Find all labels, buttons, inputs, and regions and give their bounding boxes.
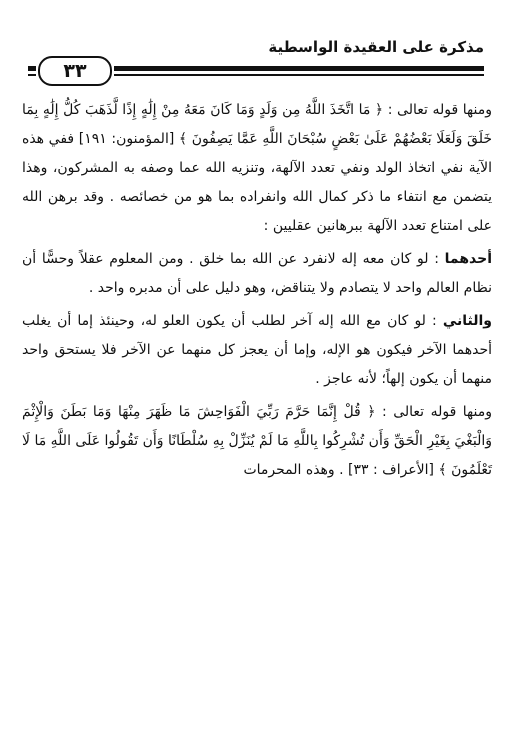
paragraph-text: : لو كان معه إله لانفرد عن الله بما خلق . ومن المعلوم عقلاً وحسًّا أن نظام العالم واحد لا يتصادم ولا يتناقض، وهو دليل على أن مدبره واحد . — [22, 251, 492, 296]
paragraph-second-proof — [22, 307, 492, 394]
paragraph-text: ففي هذه الآية نفي اتخاذ الولد ونفي تعدد الآلهة، وتنزيه الله عما وصفه به المشركون، وهذا يتضمن مع انتفاء ما ذكر كمال الله وانفراده بما هو من خصائصه . وقد برهن الله على امتناع تعدد الآلهة ببرهانين عقليين : — [22, 131, 492, 234]
quran-verse: ﴿ مَا اتَّخَذَ اللَّهُ مِن وَلَدٍ وَمَا كَانَ مَعَهُ مِنْ إِلَٰهٍ إِذًا لَّذَهَبَ كُلُّ إِلَٰهٍ بِمَا خَلَقَ وَلَعَلَا بَعْضُهُمْ عَلَىٰ بَعْضٍ سُبْحَانَ اللَّهِ عَمَّا يَصِفُونَ ﴾ — [22, 102, 492, 147]
header-rule-left-thick — [28, 66, 36, 71]
paragraph-verse-araf — [22, 398, 492, 485]
paragraph-intro: ومنها قوله تعالى : — [383, 102, 492, 118]
lead-word: أحدهما — [444, 251, 492, 267]
running-title: مذكرة على العقيدة الواسطية — [268, 38, 484, 56]
page-header — [28, 28, 484, 80]
paragraph-first-proof — [22, 245, 492, 303]
paragraph-intro: ومنها قوله تعالى : — [375, 404, 492, 420]
header-rule-thick — [114, 66, 484, 71]
header-rule-thin — [114, 74, 484, 76]
verse-reference: [الأعراف : ٣٣] — [348, 462, 439, 478]
paragraph-text: : لو كان مع الله إله آخر لطلب أن يكون العلو له، وحينئذ إما أن يغلب أحدهما الآخر فيكون هو الإله، وإما أن يعجز كل منهما عن الآخر فلا يستحق واحد منهما أن يكون إلهاً؛ لأنه عاجز . — [22, 313, 492, 387]
header-rule-left-thin — [28, 74, 36, 76]
page-number: ٣٣ — [38, 56, 112, 86]
page-body — [22, 96, 492, 485]
lead-word: والثاني — [442, 313, 492, 329]
verse-reference: [المؤمنون: ١٩١] — [78, 131, 179, 147]
paragraph-verse-muminun — [22, 96, 492, 241]
quran-verse: ﴿ قُلْ إِنَّمَا حَرَّمَ رَبِّيَ الْفَوَاحِشَ مَا ظَهَرَ مِنْهَا وَمَا بَطَنَ وَالْإِثْمَ وَالْبَغْيَ بِغَيْرِ الْحَقِّ وَأَن تُشْرِكُوا بِاللَّهِ مَا لَمْ يُنَزِّلْ بِهِ سُلْطَانًا وَأَن تَقُولُوا عَلَى اللَّهِ مَا لَا تَعْلَمُونَ ﴾ — [22, 404, 492, 478]
paragraph-text: . وهذه المحرمات — [243, 462, 349, 478]
